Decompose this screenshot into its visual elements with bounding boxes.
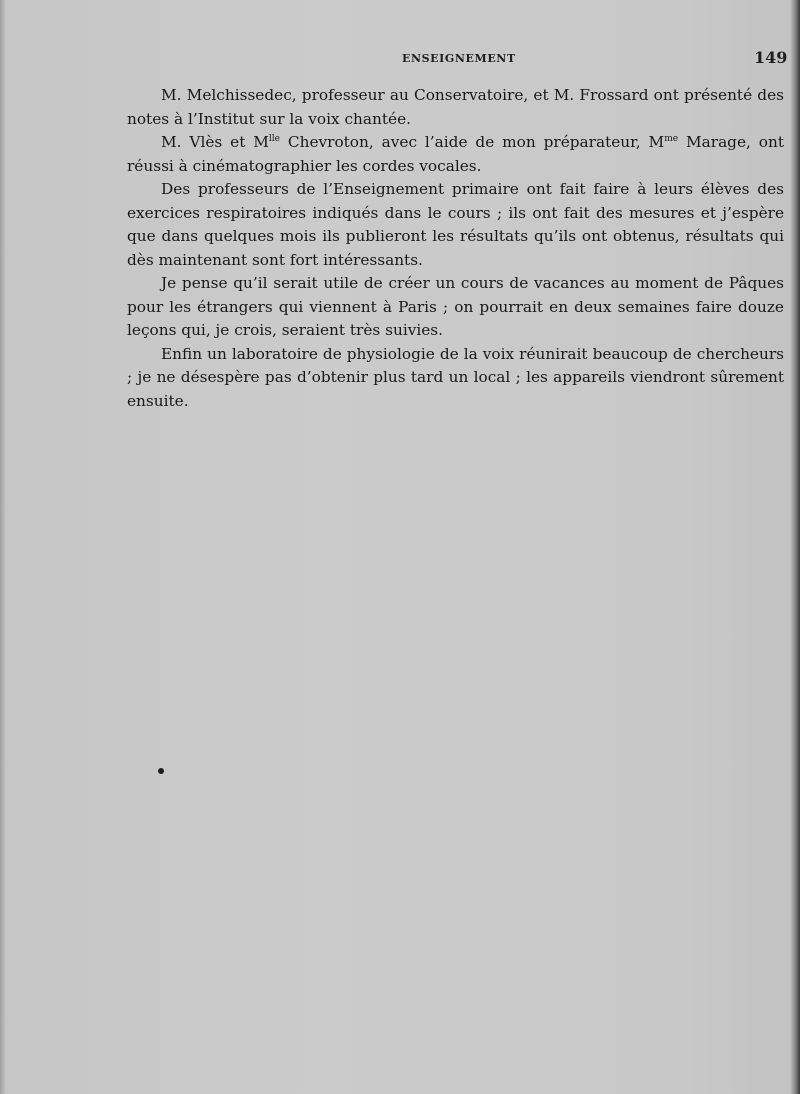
page-number: 149 <box>754 48 788 67</box>
running-head: ENSEIGNEMENT <box>402 52 516 65</box>
paragraph-2-part-3: Marage, ont réussi à cinématographier les cordes vocales. <box>127 133 784 175</box>
paragraph-1: M. Melchissedec, professeur au Conservatoire, et M. Frossard ont présenté des notes à l’Institut sur la voix chantée. <box>127 86 784 128</box>
paragraph-2 <box>127 131 784 178</box>
paragraph-2-part-2: Chevroton, avec l’aide de mon préparateur, M <box>280 133 665 151</box>
superscript-me: me <box>664 134 679 144</box>
ink-spot <box>158 768 164 774</box>
paragraph-3: Des professeurs de l’Enseignement primaire ont fait faire à leurs élèves des exercices respiratoires indiqués dans le cours ; ils ont fait des mesures et j’espère que dans quelques mois ils publieront les résultats qu’ils ont obtenus, résultats qui dès maintenant sont fort intéressants. <box>127 180 784 269</box>
paragraph-4: Je pense qu’il serait utile de créer un cours de vacances au moment de Pâques pour les étrangers qui viennent à Paris ; on pourrait en deux semaines faire douze leçons qui, je crois, seraient très suivies. <box>127 274 784 339</box>
body-text <box>127 84 784 413</box>
paragraph-2-part-1: M. Vlès et M <box>161 133 269 151</box>
page-right-shadow <box>790 0 800 1094</box>
paragraph-5: Enfin un laboratoire de physiologie de la voix réunirait beaucoup de chercheurs ; je ne désespère pas d’obtenir plus tard un local ; les appareils viendront sûrement ensuite. <box>127 344 784 410</box>
superscript-lle: lle <box>268 134 280 144</box>
page-left-shadow <box>0 0 6 1094</box>
